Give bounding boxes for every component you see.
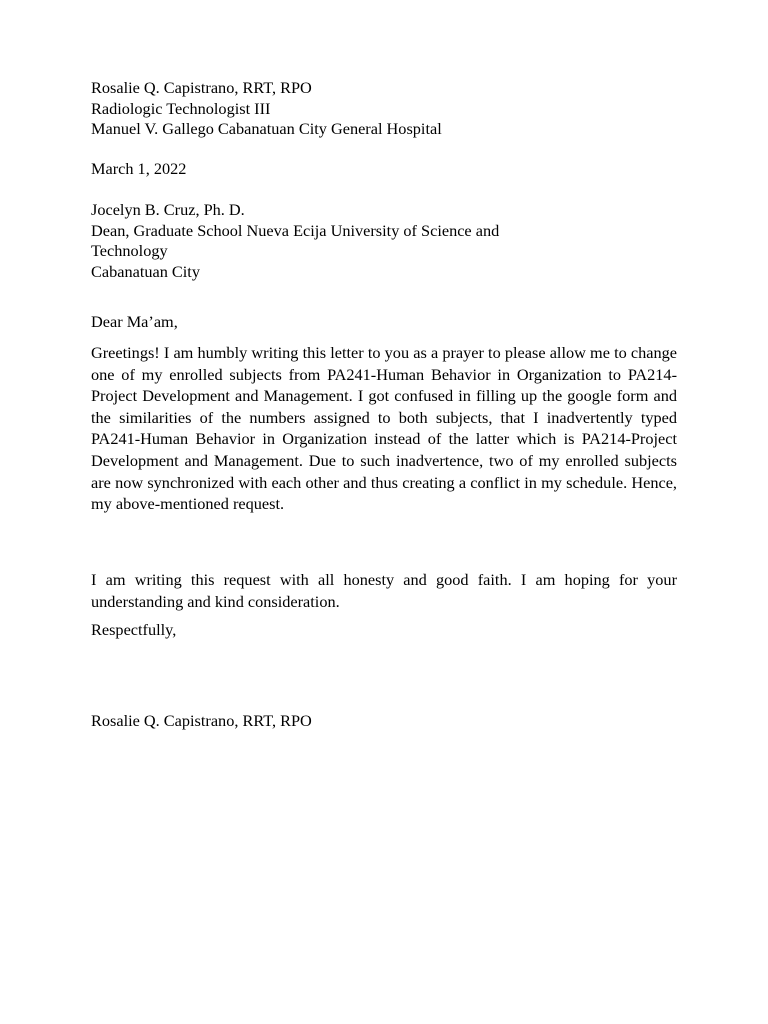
salutation: Dear Ma’am, — [91, 312, 178, 331]
closing: Respectfully, — [91, 620, 177, 639]
salutation-block — [91, 312, 677, 333]
sender-name: Rosalie Q. Capistrano, RRT, RPO — [91, 78, 312, 97]
letter-date-block — [91, 159, 677, 180]
signature-block — [91, 711, 677, 732]
recipient-title-line2: Technology — [91, 241, 168, 260]
recipient-title-line1: Dean, Graduate School Nueva Ecija University of Science and — [91, 220, 500, 240]
letter-date: March 1, 2022 — [91, 159, 187, 178]
closing-block — [91, 620, 677, 641]
sender-block — [91, 78, 677, 140]
recipient-block — [91, 200, 677, 282]
recipient-name: Jocelyn B. Cruz, Ph. D. — [91, 200, 245, 219]
body-paragraph-1: Greetings! I am humbly writing this letter to you as a prayer to please allow me to change one of my enrolled subjects from PA241-Human Behavior in Organization to PA214-Project Development and Management. I got confused in filling up the google form and the similarities of the numbers assigned to both subjects, that I inadvertently typed PA241-Human Behavior in Organization instead of the latter which is PA214-Project Development and Management. Due to such inadvertence, two of my enrolled subjects are now synchronized with each other and thus creating a conflict in my schedule. Hence, my above-mentioned request. — [91, 343, 677, 514]
sender-institution: Manuel V. Gallego Cabanatuan City General Hospital — [91, 119, 442, 138]
sender-position: Radiologic Technologist III — [91, 98, 271, 118]
signature-name: Rosalie Q. Capistrano, RRT, RPO — [91, 711, 312, 730]
body-paragraph-2: I am writing this request with all honesty and good faith. I am hoping for your understanding and kind consideration. — [91, 570, 677, 611]
recipient-city: Cabanatuan City — [91, 261, 200, 281]
